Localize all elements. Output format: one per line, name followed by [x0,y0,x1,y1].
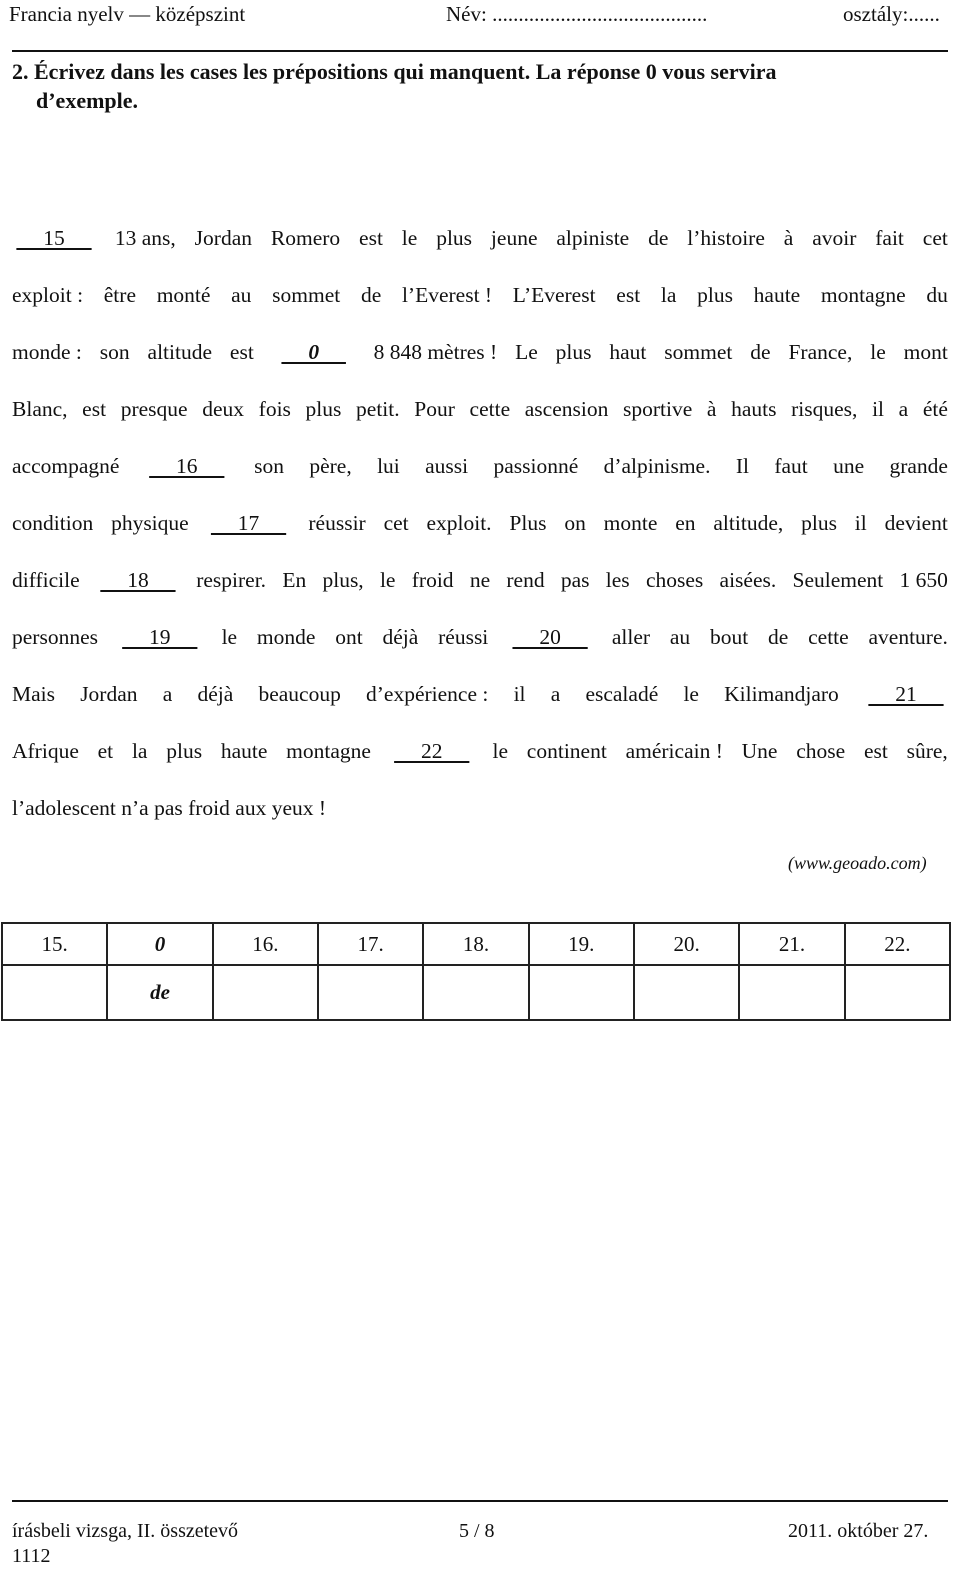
footer-code: 1112 [12,1545,51,1567]
word: déjà [197,682,234,706]
word: on [564,511,586,535]
footer-page-number: 5 / 8 [459,1520,495,1542]
word: hauts [731,397,777,421]
word: ont [335,625,363,649]
header-cell: 18. [423,923,528,965]
name-field-label: Név: ......................................... [446,2,708,26]
word: Mais [12,682,55,706]
gap-blank-15 [12,226,96,251]
exercise-title-line2: d’exemple. [36,88,139,113]
word: Jordan [194,226,252,250]
word: il [513,682,526,706]
word: le [221,625,238,649]
word: fait [875,226,904,250]
word: devient [884,511,948,535]
word: personnes [12,625,98,649]
gap-number: 18 [100,568,176,592]
word: est [359,226,383,250]
gap-number: 19 [122,625,198,649]
word: il [872,397,885,421]
word: faut [774,454,808,478]
word: son [99,340,130,364]
subject-header: Francia nyelv — középszint [9,2,246,26]
word: plus [801,511,837,535]
word: plus, [322,568,364,592]
answer-cell-16[interactable] [213,965,318,1020]
word: respirer. [196,568,267,592]
answer-cell-15[interactable] [2,965,107,1020]
word: jeune [490,226,538,250]
header-cell: 16. [213,923,318,965]
word: altitude, [713,511,784,535]
word: Il [735,454,749,478]
footer-exam-label: írásbeli vizsga, II. összetevő [12,1520,239,1542]
text-line-8 [12,625,948,655]
gap-blank-21 [864,682,948,707]
word: froid [411,568,454,592]
word: la [660,283,677,307]
word: le [401,226,418,250]
header-cell: 15. [2,923,107,965]
word: Kilimandjaro [724,682,839,706]
text-line-5 [12,454,948,484]
answer-cell-example: de [107,965,212,1020]
word: cette [469,397,511,421]
header-cell: 21. [739,923,844,965]
word: sommet [664,340,733,364]
word: sommet [272,283,341,307]
word: 13 ans, [114,226,176,250]
word: Seulement [792,568,884,592]
word: et [97,739,114,763]
word: d’alpinisme. [603,454,711,478]
word: altitude [147,340,213,364]
word: rend [506,568,545,592]
word: aventure. [868,625,948,649]
word: est [863,739,888,763]
text-line-3 [12,340,948,370]
footer-rule [12,1500,948,1502]
word: le [870,340,886,364]
word: au [231,283,252,307]
word: Jordan [80,682,138,706]
word: sûre, [906,739,948,763]
gap-blank-17 [207,511,291,536]
word: sportive [622,397,693,421]
word: déjà [382,625,419,649]
text-line-11: l’adolescent n’a pas froid aux yeux ! [12,796,327,820]
word: exploit : [12,283,84,307]
word: alpiniste [556,226,630,250]
word: difficile [12,568,80,592]
word: Romero [270,226,341,250]
answer-cell-18[interactable] [423,965,528,1020]
word: le [683,682,699,706]
gap-number: 0 [281,340,346,364]
source-citation: (www.geoado.com) [788,853,927,873]
word: le [492,739,509,763]
word: 8 848 mètres ! [373,340,498,364]
text-line-1 [12,226,948,256]
word: grande [889,454,948,478]
word: En [282,568,307,592]
text-line-2 [12,283,948,313]
class-field-label: osztály:...... [843,2,940,26]
word: l’Everest ! [401,283,493,307]
word: montagne [820,283,906,307]
word: de [648,226,669,250]
word: père, [309,454,352,478]
word: la [131,739,148,763]
word: monte [603,511,658,535]
word: pas [560,568,590,592]
word: plus [166,739,203,763]
gap-blank-19 [118,625,202,650]
gap-number: 16 [149,454,225,478]
word: d’expérience : [366,682,489,706]
gap-number: 17 [210,511,287,535]
word: est [616,283,641,307]
word: réussi [438,625,489,649]
header-cell: 20. [634,923,739,965]
word: le [379,568,396,592]
word: au [669,625,691,649]
word: presque [120,397,188,421]
gap-number: 22 [394,739,470,763]
word: risques, [791,397,858,421]
answer-cell-19[interactable] [529,965,634,1020]
word: Blanc, [12,397,68,421]
word: son [254,454,284,478]
word: être [103,283,136,307]
word: haut [609,340,647,364]
word: haute [220,739,268,763]
word: à [783,226,794,250]
word: à [706,397,717,421]
header-cell: 19. [529,923,634,965]
word: plus [555,340,592,364]
gap-number: 21 [868,682,944,706]
word: choses [645,568,704,592]
word: ne [469,568,491,592]
gap-blank-16 [145,454,229,479]
word: lui [377,454,400,478]
word: est [229,340,254,364]
header-rule [12,50,948,52]
word: aussi [425,454,469,478]
word: les [605,568,630,592]
word: monté [156,283,211,307]
gap-blank-20 [508,625,592,650]
word: Le [515,340,538,364]
word: aller [611,625,651,649]
word: plus [697,283,733,307]
header-cell: 17. [318,923,423,965]
word: deux [202,397,245,421]
word: américain ! [625,739,723,763]
answer-table [1,922,951,1021]
text-line-9 [12,682,948,712]
word: réussir [308,511,366,535]
word: aisées. [719,568,777,592]
header-cell: 22. [845,923,950,965]
word: cet [922,226,948,250]
word: L’Everest [512,283,596,307]
word: monde [256,625,316,649]
word: est [82,397,107,421]
text-line-7 [12,568,948,598]
word: cet [383,511,409,535]
word: chose [796,739,846,763]
word: France, [788,340,853,364]
answer-cell-20[interactable] [634,965,739,1020]
text-line-10 [12,739,948,769]
word: une [833,454,865,478]
word: l’histoire [687,226,765,250]
gap-blank-0 [272,340,356,365]
word: avoir [812,226,857,250]
word: Une [741,739,778,763]
word: beaucoup [258,682,341,706]
word: fois [258,397,291,421]
word: bout [709,625,749,649]
word: de [768,625,789,649]
word: exploit. [426,511,492,535]
answer-table-answer-row [2,965,950,1020]
word: de [750,340,771,364]
word: ascension [524,397,609,421]
word: Plus [509,511,547,535]
word: a [162,682,173,706]
word: haute [753,283,801,307]
word: accompagné [12,454,120,478]
word: Afrique [12,739,79,763]
word: plus [305,397,342,421]
text-line-6 [12,511,948,541]
answer-cell-17[interactable] [318,965,423,1020]
gap-number: 20 [512,625,588,649]
word: a [550,682,561,706]
answer-cell-21[interactable] [739,965,844,1020]
word: a [898,397,909,421]
word: cette [808,625,849,649]
word: continent [526,739,607,763]
footer-date: 2011. október 27. [788,1520,929,1542]
exercise-title-line1: 2. Écrivez dans les cases les prépositions qui manquent. La réponse 0 vous servira [12,59,777,84]
gap-blank-18 [96,568,180,593]
word: montagne [286,739,371,763]
word: physique [111,511,189,535]
word: 1 650 [899,568,948,592]
word: plus [436,226,473,250]
word: passionné [493,454,579,478]
gap-number: 15 [16,226,92,250]
word: mont [903,340,948,364]
word: il [854,511,867,535]
word: petit. [356,397,400,421]
word: été [922,397,948,421]
word: monde : [12,340,82,364]
text-line-4 [12,397,948,427]
header-cell-example: 0 [107,923,212,965]
answer-table-header-row [2,923,950,965]
word: Pour [414,397,455,421]
word: du [926,283,948,307]
gap-blank-22 [390,739,474,764]
answer-cell-22[interactable] [845,965,950,1020]
word: condition [12,511,94,535]
word: escaladé [585,682,659,706]
word: de [360,283,382,307]
word: en [675,511,696,535]
